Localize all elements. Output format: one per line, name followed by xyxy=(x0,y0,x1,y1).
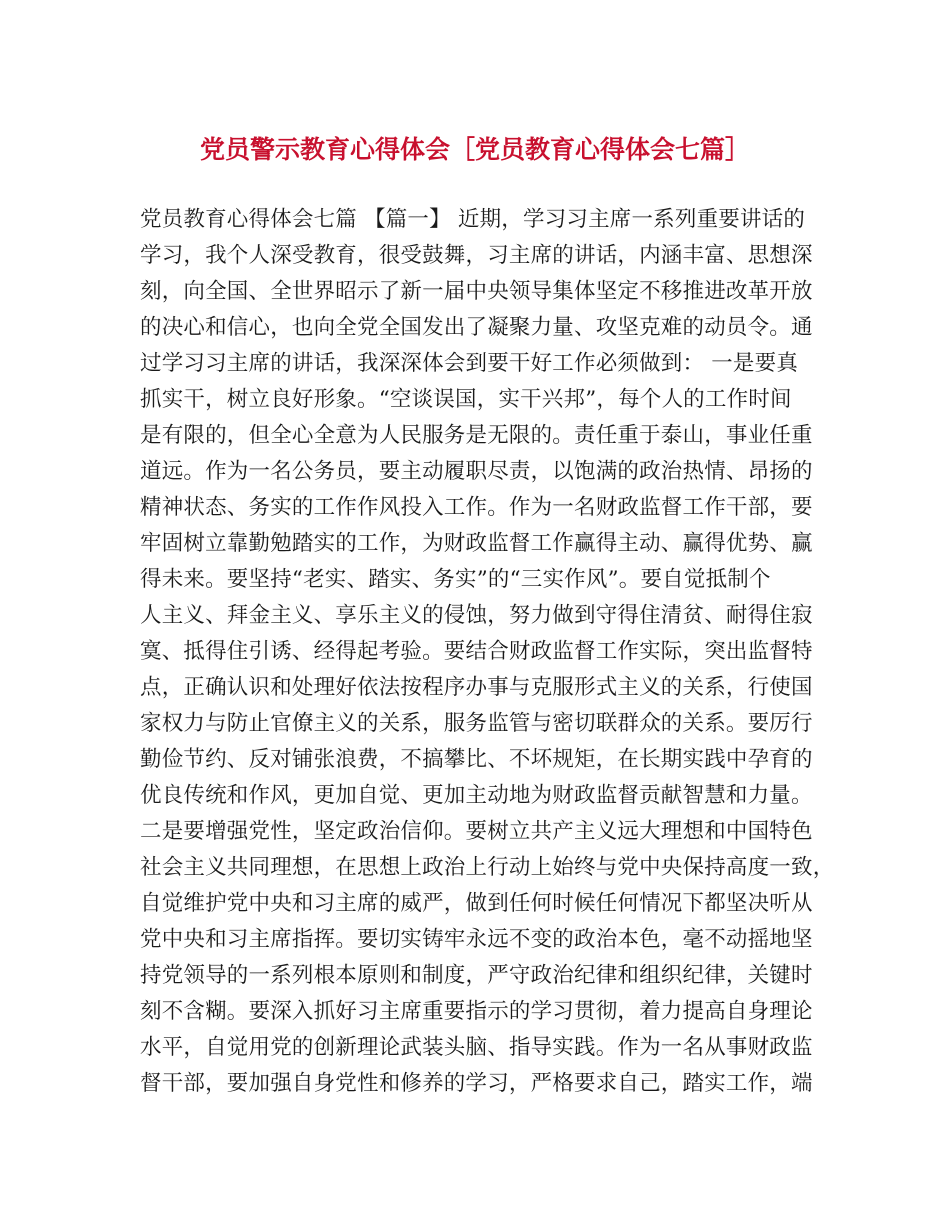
body-line: 寞、抵得住引诱、经得起考验。要结合财政监督工作实际，突出监督特 xyxy=(140,639,813,664)
body-line: 道远。作为一名公务员，要主动履职尽责，以饱满的政治热情、昂扬的 xyxy=(140,459,813,484)
body-line: 水平，自觉用党的创新理论武装头脑、指导实践。作为一名从事财政监 xyxy=(140,1035,813,1060)
body-line: 党员教育心得体会七篇 【篇一】 近期，学习习主席一系列重要讲话的 xyxy=(140,207,806,232)
body-line: 得未来。要坚持“老实、踏实、务实”的“三实作风”。要自觉抵制个 xyxy=(140,567,771,592)
body-line: 牢固树立靠勤勉踏实的工作，为财政监督工作赢得主动、赢得优势、赢 xyxy=(140,531,813,556)
body-line: 勤俭节约、反对铺张浪费，不搞攀比、不坏规矩，在长期实践中孕育的 xyxy=(140,747,813,772)
body-line: 人主义、拜金主义、享乐主义的侵蚀，努力做到守得住清贫、耐得住寂 xyxy=(140,603,813,628)
body-line: 点，正确认识和处理好依法按程序办事与克服形式主义的关系，行使国 xyxy=(140,675,813,700)
body-line: 二是要增强党性，坚定政治信仰。要树立共产主义远大理想和中国特色 xyxy=(140,819,813,844)
body-line: 过学习习主席的讲话，我深深体会到要干好工作必须做到： 一是要真 xyxy=(140,351,799,376)
body-line: 督干部，要加强自身党性和修养的学习，严格要求自己，踏实工作，端 xyxy=(140,1071,813,1096)
body-line: 精神状态、务实的工作作风投入工作。作为一名财政监督工作干部，要 xyxy=(140,495,813,520)
body-line: 抓实干，树立良好形象。“空谈误国，实干兴邦”，每个人的工作时间 xyxy=(140,387,792,412)
body-line: 学习，我个人深受教育，很受鼓舞，习主席的讲话，内涵丰富、思想深 xyxy=(140,243,813,268)
body-line: 家权力与防止官僚主义的关系，服务监管与密切联群众的关系。要厉行 xyxy=(140,711,813,736)
document-body xyxy=(140,202,835,1102)
body-line: 是有限的，但全心全意为人民服务是无限的。责任重于泰山，事业任重 xyxy=(140,423,813,448)
body-line: 的决心和信心，也向全党全国发出了凝聚力量、攻坚克难的动员令。通 xyxy=(140,315,813,340)
body-line: 党中央和习主席指挥。要切实铸牢永远不变的政治本色，毫不动摇地坚 xyxy=(140,927,813,952)
document-title: 党员警示教育心得体会［党员教育心得体会七篇］ xyxy=(199,135,750,164)
body-line: 刻，向全国、全世界昭示了新一届中央领导集体坚定不移推进改革开放 xyxy=(140,279,813,304)
body-line: 持党领导的一系列根本原则和制度，严守政治纪律和组织纪律，关键时 xyxy=(140,963,813,988)
body-line: 优良传统和作风，更加自觉、更加主动地为财政监督贡献智慧和力量。 xyxy=(140,783,813,808)
body-line: 自觉维护党中央和习主席的威严，做到任何时候任何情况下都坚决听从 xyxy=(140,891,813,916)
body-line: 社会主义共同理想，在思想上政治上行动上始终与党中央保持高度一致， xyxy=(140,855,835,880)
body-line: 刻不含糊。要深入抓好习主席重要指示的学习贯彻，着力提高自身理论 xyxy=(140,999,813,1024)
